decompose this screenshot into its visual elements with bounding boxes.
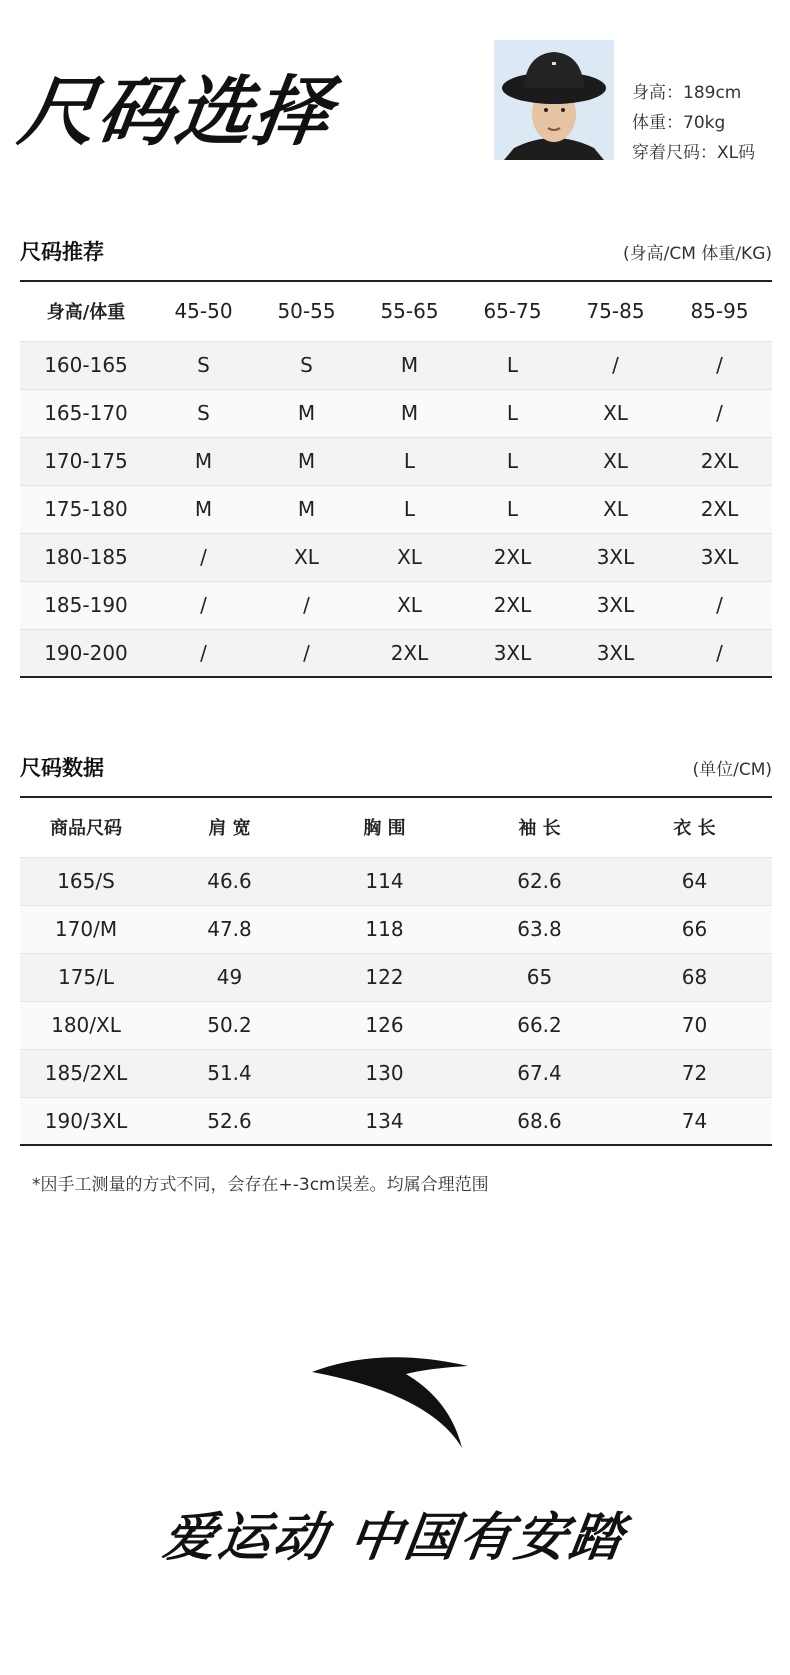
- table-cell: 126: [307, 1001, 462, 1049]
- table-cell: XL: [564, 485, 667, 533]
- row-label-cell: 185/2XL: [20, 1049, 152, 1097]
- table-row: [20, 857, 772, 905]
- table-cell: 72: [617, 1049, 772, 1097]
- row-label-cell: 175/L: [20, 953, 152, 1001]
- header-cell: 袖 长: [462, 797, 617, 857]
- row-label-cell: 190-200: [20, 629, 152, 677]
- header-cell: 45-50: [152, 281, 255, 341]
- measurement-note: *因手工测量的方式不同，会存在+-3cm误差。均属合理范围: [32, 1175, 489, 1195]
- table-cell: 66: [617, 905, 772, 953]
- table-header-row: [20, 281, 772, 341]
- table-cell: L: [461, 341, 564, 389]
- table-cell: /: [255, 581, 358, 629]
- table-row: [20, 437, 772, 485]
- model-photo: [494, 40, 614, 160]
- table-cell: 3XL: [461, 629, 564, 677]
- table-cell: XL: [564, 389, 667, 437]
- table-cell: M: [152, 437, 255, 485]
- model-weight: 体重：70kg: [632, 113, 726, 133]
- header-cell: 商品尺码: [20, 797, 152, 857]
- measure-title: 尺码数据: [20, 756, 104, 780]
- model-info: [632, 78, 755, 168]
- header-cell: 75-85: [564, 281, 667, 341]
- table-cell: 52.6: [152, 1097, 307, 1145]
- table-cell: L: [461, 389, 564, 437]
- table-row: [20, 581, 772, 629]
- measure-unit: (单位/CM): [692, 760, 772, 780]
- row-label-cell: 165-170: [20, 389, 152, 437]
- table-cell: /: [564, 341, 667, 389]
- table-cell: /: [667, 341, 772, 389]
- header-cell: 85-95: [667, 281, 772, 341]
- table-cell: 62.6: [462, 857, 617, 905]
- table-cell: 74: [617, 1097, 772, 1145]
- header-cell: 胸 围: [307, 797, 462, 857]
- table-cell: L: [358, 485, 461, 533]
- size-measure-table: [20, 796, 772, 1146]
- table-header-row: [20, 797, 772, 857]
- table-cell: 3XL: [564, 533, 667, 581]
- brand-slogan: 爱运动 中国有安踏: [159, 1508, 629, 1568]
- table-row: [20, 533, 772, 581]
- row-label-cell: 180-185: [20, 533, 152, 581]
- table-cell: 3XL: [564, 581, 667, 629]
- table-cell: 66.2: [462, 1001, 617, 1049]
- row-label-cell: 180/XL: [20, 1001, 152, 1049]
- table-row: [20, 1001, 772, 1049]
- table-cell: 50.2: [152, 1001, 307, 1049]
- anta-swoosh-icon: [310, 1352, 490, 1452]
- table-cell: S: [152, 389, 255, 437]
- table-row: [20, 629, 772, 677]
- table-cell: M: [255, 485, 358, 533]
- table-cell: M: [358, 389, 461, 437]
- row-label-cell: 175-180: [20, 485, 152, 533]
- table-cell: 51.4: [152, 1049, 307, 1097]
- table-cell: M: [152, 485, 255, 533]
- header-cell: 65-75: [461, 281, 564, 341]
- table-cell: 134: [307, 1097, 462, 1145]
- header-cell: 肩 宽: [152, 797, 307, 857]
- table-cell: M: [255, 389, 358, 437]
- table-cell: 114: [307, 857, 462, 905]
- table-cell: 122: [307, 953, 462, 1001]
- table-cell: 130: [307, 1049, 462, 1097]
- table-cell: 2XL: [461, 581, 564, 629]
- table-row: [20, 953, 772, 1001]
- table-row: [20, 1097, 772, 1145]
- table-cell: 49: [152, 953, 307, 1001]
- table-row: [20, 389, 772, 437]
- table-cell: 46.6: [152, 857, 307, 905]
- table-cell: /: [667, 629, 772, 677]
- table-cell: L: [461, 485, 564, 533]
- row-label-cell: 190/3XL: [20, 1097, 152, 1145]
- size-recommend-table: [20, 280, 772, 678]
- table-cell: XL: [564, 437, 667, 485]
- page-title: 尺码选择: [13, 67, 339, 156]
- table-cell: 118: [307, 905, 462, 953]
- header-cell: 50-55: [255, 281, 358, 341]
- row-label-cell: 185-190: [20, 581, 152, 629]
- table-cell: /: [152, 533, 255, 581]
- table-cell: /: [255, 629, 358, 677]
- table-cell: M: [358, 341, 461, 389]
- table-cell: 68: [617, 953, 772, 1001]
- model-size: 穿着尺码：XL码: [632, 143, 756, 163]
- table-cell: 47.8: [152, 905, 307, 953]
- table-row: [20, 905, 772, 953]
- recommend-title: 尺码推荐: [20, 240, 104, 264]
- table-row: [20, 341, 772, 389]
- row-label-cell: 165/S: [20, 857, 152, 905]
- table-cell: 63.8: [462, 905, 617, 953]
- model-height: 身高：189cm: [632, 83, 742, 103]
- table-cell: XL: [255, 533, 358, 581]
- table-cell: 2XL: [667, 485, 772, 533]
- table-cell: 2XL: [667, 437, 772, 485]
- row-label-cell: 170/M: [20, 905, 152, 953]
- table-cell: 68.6: [462, 1097, 617, 1145]
- measure-header: [20, 752, 772, 782]
- header-cell: 55-65: [358, 281, 461, 341]
- table-cell: S: [255, 341, 358, 389]
- table-cell: /: [152, 581, 255, 629]
- table-row: [20, 1049, 772, 1097]
- row-label-cell: 170-175: [20, 437, 152, 485]
- table-cell: 64: [617, 857, 772, 905]
- table-cell: 2XL: [461, 533, 564, 581]
- table-row: [20, 485, 772, 533]
- table-cell: 2XL: [358, 629, 461, 677]
- row-label-cell: 160-165: [20, 341, 152, 389]
- table-cell: 65: [462, 953, 617, 1001]
- table-cell: S: [152, 341, 255, 389]
- table-cell: L: [461, 437, 564, 485]
- table-cell: /: [152, 629, 255, 677]
- recommend-header: [20, 236, 772, 266]
- table-cell: /: [667, 581, 772, 629]
- table-cell: 67.4: [462, 1049, 617, 1097]
- table-cell: 3XL: [667, 533, 772, 581]
- table-cell: 70: [617, 1001, 772, 1049]
- table-cell: 3XL: [564, 629, 667, 677]
- recommend-unit: (身高/CM 体重/KG): [623, 244, 772, 264]
- table-cell: XL: [358, 581, 461, 629]
- header-cell: 身高/体重: [20, 281, 152, 341]
- table-cell: M: [255, 437, 358, 485]
- table-cell: L: [358, 437, 461, 485]
- header-cell: 衣 长: [617, 797, 772, 857]
- table-cell: XL: [358, 533, 461, 581]
- table-cell: /: [667, 389, 772, 437]
